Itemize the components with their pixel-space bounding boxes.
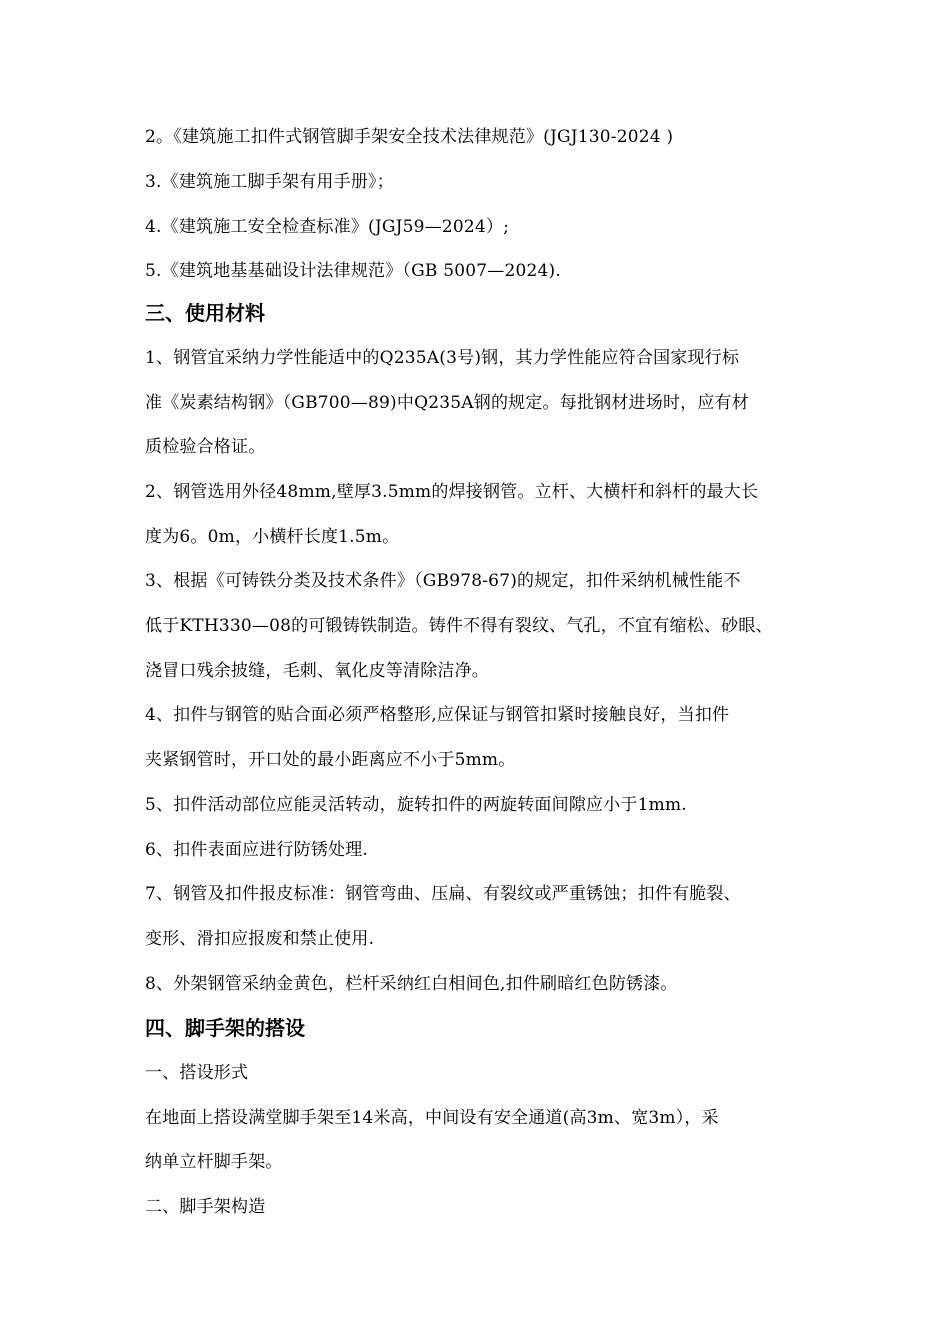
section-heading-materials: 三、使用材料 — [145, 301, 265, 325]
reference-4: 4.《建筑施工安全检查标准》(JGJ59—2024）; — [145, 217, 510, 237]
erection-paragraph-line: 在地面上搭设满堂脚手架至14米高，中间设有安全通道(高3m、宽3m），采 — [145, 1108, 719, 1128]
subheading-scaffold-structure: 二、脚手架构造 — [145, 1197, 266, 1217]
section-heading-scaffold-erection: 四、脚手架的搭设 — [145, 1016, 305, 1040]
materials-line: 质检验合格证。 — [145, 437, 266, 457]
materials-line: 3、根据《可铸铁分类及技术条件》（GB978-67)的规定，扣件采纳机械性能不 — [145, 571, 741, 591]
materials-line: 低于KTH330—08的可锻铸铁制造。铸件不得有裂纹、气孔，不宜有缩松、砂眼、 — [145, 616, 773, 636]
materials-line: 准《炭素结构钢》（GB700—89)中Q235A钢的规定。每批钢材进场时，应有材 — [145, 393, 749, 413]
materials-line: 6、扣件表面应进行防锈处理. — [145, 840, 369, 860]
materials-line: 度为6。0m，小横杆长度1.5m。 — [145, 527, 400, 547]
subheading-erection-form: 一、搭设形式 — [145, 1063, 249, 1083]
reference-3: 3.《建筑施工脚手架有用手册》； — [145, 172, 394, 192]
materials-line: 4、扣件与钢管的贴合面必须严格整形,应保证与钢管扣紧时接触良好，当扣件 — [145, 705, 730, 725]
materials-line: 浇冒口残余披缝，毛刺、氧化皮等清除洁净。 — [145, 661, 489, 681]
reference-2: 2。《建筑施工扣件式钢管脚手架安全技术法律规范》(JGJ130-2024 ) — [145, 127, 674, 147]
materials-line: 2、钢管选用外径48mm,壁厚3.5mm的焊接钢管。立杆、大横杆和斜杆的最大长 — [145, 482, 759, 502]
materials-line: 1、钢管宜采纳力学性能适中的Q235A(3号)钢，其力学性能应符合国家现行标 — [145, 348, 740, 368]
reference-5: 5.《建筑地基基础设计法律规范》（GB 5007—2024). — [145, 261, 561, 281]
materials-line: 变形、滑扣应报废和禁止使用. — [145, 929, 375, 949]
materials-line: 7、钢管及扣件报皮标准：钢管弯曲、压扁、有裂纹或严重锈蚀；扣件有脆裂、 — [145, 884, 741, 904]
materials-line: 8、外架钢管采纳金黄色，栏杆采纳红白相间色,扣件刷暗红色防锈漆。 — [145, 974, 678, 994]
materials-line: 5、扣件活动部位应能灵活转动，旋转扣件的两旋转面间隙应小于1mm. — [145, 795, 687, 815]
erection-paragraph-line: 纳单立杆脚手架。 — [145, 1152, 283, 1172]
materials-line: 夹紧钢管时，开口处的最小距离应不小于5mm。 — [145, 750, 516, 770]
